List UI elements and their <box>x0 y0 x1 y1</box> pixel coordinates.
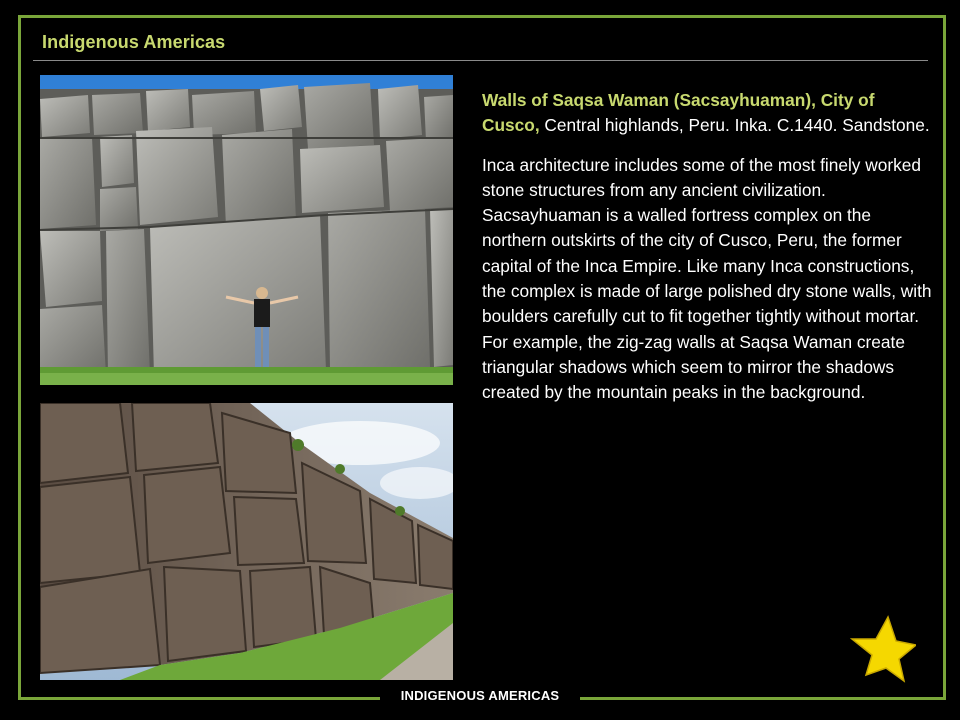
photo-zigzag-wall <box>40 403 453 680</box>
footer-label: INDIGENOUS AMERICAS <box>380 685 580 707</box>
header-divider <box>33 60 928 61</box>
caption-details: Central highlands, Peru. Inka. C.1440. Sandstone. <box>539 115 930 136</box>
text-column <box>482 88 932 406</box>
artwork-caption <box>482 88 932 139</box>
page-title: Indigenous Americas <box>42 32 226 52</box>
photo-stone-wall-with-person <box>40 75 453 385</box>
description-paragraph: Inca architecture includes some of the most finely worked stone structures from any ancient civilization. Sacsayhuaman is a walled fortress complex on the northern outskirts of the city of Cusco, Peru, the former capital of the Inca Empire. Like many Inca constructions, the complex is made of large polished dry stone walls, with boulders carefully cut to fit together tightly without mortar. For example, the zig-zag walls at Saqsa Waman create triangular shadows which seem to mirror the shadows created by the mountain peaks in the background. <box>482 154 932 403</box>
caption-title: Walls of Saqsa Waman (Sacsayhuaman), City of Cusco, <box>482 90 875 136</box>
star-icon[interactable] <box>846 615 916 683</box>
